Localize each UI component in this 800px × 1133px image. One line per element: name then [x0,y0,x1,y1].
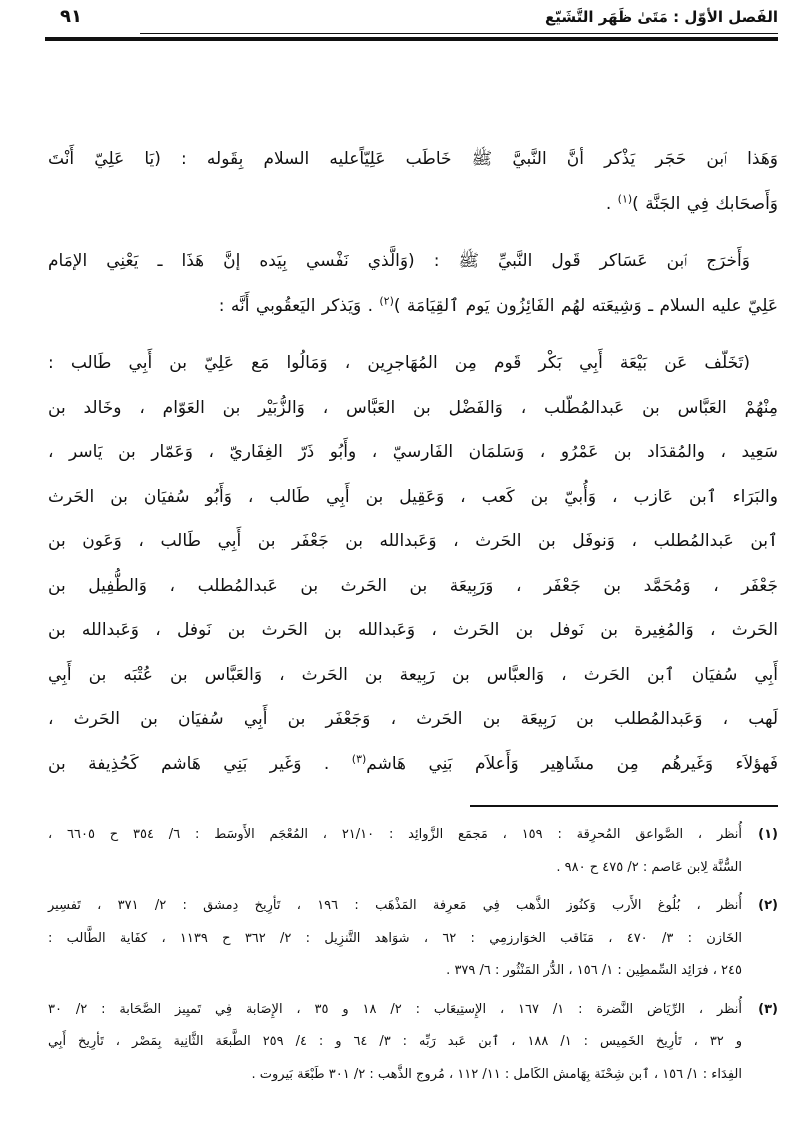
footnotes [48,823,778,1095]
text-segment: (تَخَلّف عَن بَيْعَة أَبِي بَكْر قَوم مِن المُهَاجرِين ، وَمَالُوا مَع عَلِيّ بن أَبِي طَالب : [48,353,750,373]
footnote-number: (٢) [758,898,778,913]
footnote-marker: (٢) [379,293,394,307]
footnote-marker: (٣) [351,751,367,765]
footnote-line: أُنظر ، بُلُوغ الأَرب وَكنُوز الذَّهب فِي مَعرِفة المَذْهَب : ١٩٦ ، تَأرِيخ دِمشق : ٢/ ٣٧١ ، تَفسِير [48,898,742,913]
text-line [48,571,778,616]
header-rule-thin [140,33,778,34]
text-segment: أَبِي سُفيَان ٱبن الحَرث ، وَالعبَّاس بن رَبِيعة بن الحَرث ، وَالعَبَّاس بن عُتْبَه بن أَبِي [48,664,778,685]
text-line [48,704,778,749]
footnote [48,894,778,992]
text-segment: وَأَصحَابك فِي الجَنَّة ) [632,193,778,214]
footnote-line: الخَازن : ٣/ ٤٧٠ ، مَنَاقب الخوَارزمِي : ٦٢ ، شوَاهد التَّنزِيل : ٢/ ٣٦٢ ح ١١٣٩ ، كفَاية الطَّالب : [48,930,742,946]
text-segment: ٱبن عَبدالمُطلب ، وَنوفَل بن الحَرث ، وَعَبدالله بن جَعْفَر بن أَبِي طَالب ، وَعَون بن [48,531,778,551]
footnote [48,998,778,1096]
text-segment: وَأَخرَج ٱبن عَسَاكر قَول النَّبيِّ ﷺ : (وَالَّذي نَفْسي بِيَده إنَّ هَذَا ـ يَعْنِي الإمَام [48,251,750,271]
text-line [48,246,778,291]
text-segment: عَلِيّ عليه السلام ـ وَشِيعَته لهُم الفَائِزُون يَوم ٱلقِيَامَة ) [393,295,778,316]
footnote-line: أُنظر ، الصَّواعق المُحرِقة : ١٥٩ ، مَجمَع الزَّوائِد : ٢١/١٠ ، المُعْجَم الأَوسَط : ٦/ ٣٥٤ ح ٦٦٠٥ ، [48,827,743,842]
footnote-marker: (١) [617,191,633,205]
footnote [48,823,778,888]
footnote-line: السُّنَّة لِابن عَاصم : ٢/ ٤٧٥ ح ٩٨٠ . [556,859,742,875]
text-line [48,189,778,234]
text-line [48,660,778,705]
footnote-line: الفِدَاء : ١/ ١٥٦ ، ٱبن شِحْنَة بِهَامش الكَامل : ١١/ ١١٢ ، مُروج الذَّهب : ٢/ ٣٠١ طَبْعَة بَيروت . [251,1066,742,1082]
text-segment: الحَرث ، وَالمُغِيرة بن نَوفل بن الحَرث ، وَعَبدالله بن الحَرث بن نَوفل ، وَعَبدالله بن [48,620,778,640]
text-line [48,526,778,571]
text-segment: وَهَذا ٱبن حَجَر يَذْكر أنَّ النَّبيَّ ﷺ خَاطَب عَلِيّاًعليه السلام بِقَوله : (يَا عَلِيّ أَنْتَ [48,149,778,169]
footnote-line: و ٣٢ ، تَأرِيخ الخَمِيس : ١/ ١٨٨ ، ٱبن عَبد رَبِّه : ٣/ ٦٤ و : ٤/ ٢٥٩ الطَّبعَة الثَّانِية بِمَصْر ، تَأرِيخ أَبِي [48,1034,742,1049]
text-segment: جَعْفَر ، وَمُحَمَّد بن جَعْفَر ، وَرَبِيعَة بن الحَرث بن عَبدالمُطلب ، وَالطُّفِيل بن [48,575,778,596]
footnote-number: (٣) [758,1001,778,1017]
page-number: ٩١ [60,6,82,27]
text-line [48,482,778,527]
text-segment: والبَرَاء ٱبن عَازب ، وَأُبيّ بن كَعب ، وَعَقِيل بن أَبِي طَالب ، وَأَبُو سُفيَان بن الحَرث [48,486,778,507]
text-line [48,393,778,438]
text-segment: سَعِيد ، والمُقدَاد بن عَمْرُو ، وَسَلمَان الفَارسيّ ، وأَبُو ذَرّ الغِفَاريّ ، وَعَمّار بن يَاسر ، [48,442,778,462]
page-header [0,0,800,48]
chapter-title: الفَصل الأوّل : مَتَىٰ ظَهَر التَّشَيّع [545,8,778,26]
text-segment: فَهؤلاَء وَغَيرهُم مِن مشَاهِير وَأَعلاَم بَنِي هَاشم [366,753,778,774]
text-line [48,437,778,482]
text-line [48,615,778,660]
text-line [48,144,778,189]
text-line [48,749,778,794]
text-segment: . [605,193,618,214]
footnote-number: (١) [758,827,778,842]
text-line [48,348,778,393]
text-segment: . وَغَير بَنِي هَاشم كَحُذِيفة بن [48,753,352,774]
text-segment: مِنْهُمْ العَبَّاس بن عَبدالمُطّلب ، وَالفَضْل بن العَبَّاس ، وَالزُّبَيْر بن العَوّام ، وخَالد بن [48,397,778,418]
main-text [48,144,778,793]
text-line [48,291,778,336]
footnote-line: أُنظر ، الرِّيَاض النَّضرة : ١/ ١٦٧ ، الإِستِيعَاب : ٢/ ١٨ و ٣٥ ، الإِصَابة فِي تَميِيز الصَّحَابة : ٢/ ٣٠ [48,1001,743,1017]
footnote-separator [470,805,778,807]
header-rule-thick [45,37,778,41]
text-segment: . وَيَذكر اليَعقُوبي أَنَّه : [218,295,380,316]
text-segment: لَهب ، وَعَبدالمُطلب بن رَبِيعَة بن الحَرث ، وَجَعْفَر بن أَبِي سُفيَان بن الحَرث ، [48,709,778,729]
footnote-line: ٢٤٥ ، فرَائِد السِّمطِين : ١/ ١٥٦ ، الدُّر المَنْثُور : ٦/ ٣٧٩ . [446,963,742,978]
